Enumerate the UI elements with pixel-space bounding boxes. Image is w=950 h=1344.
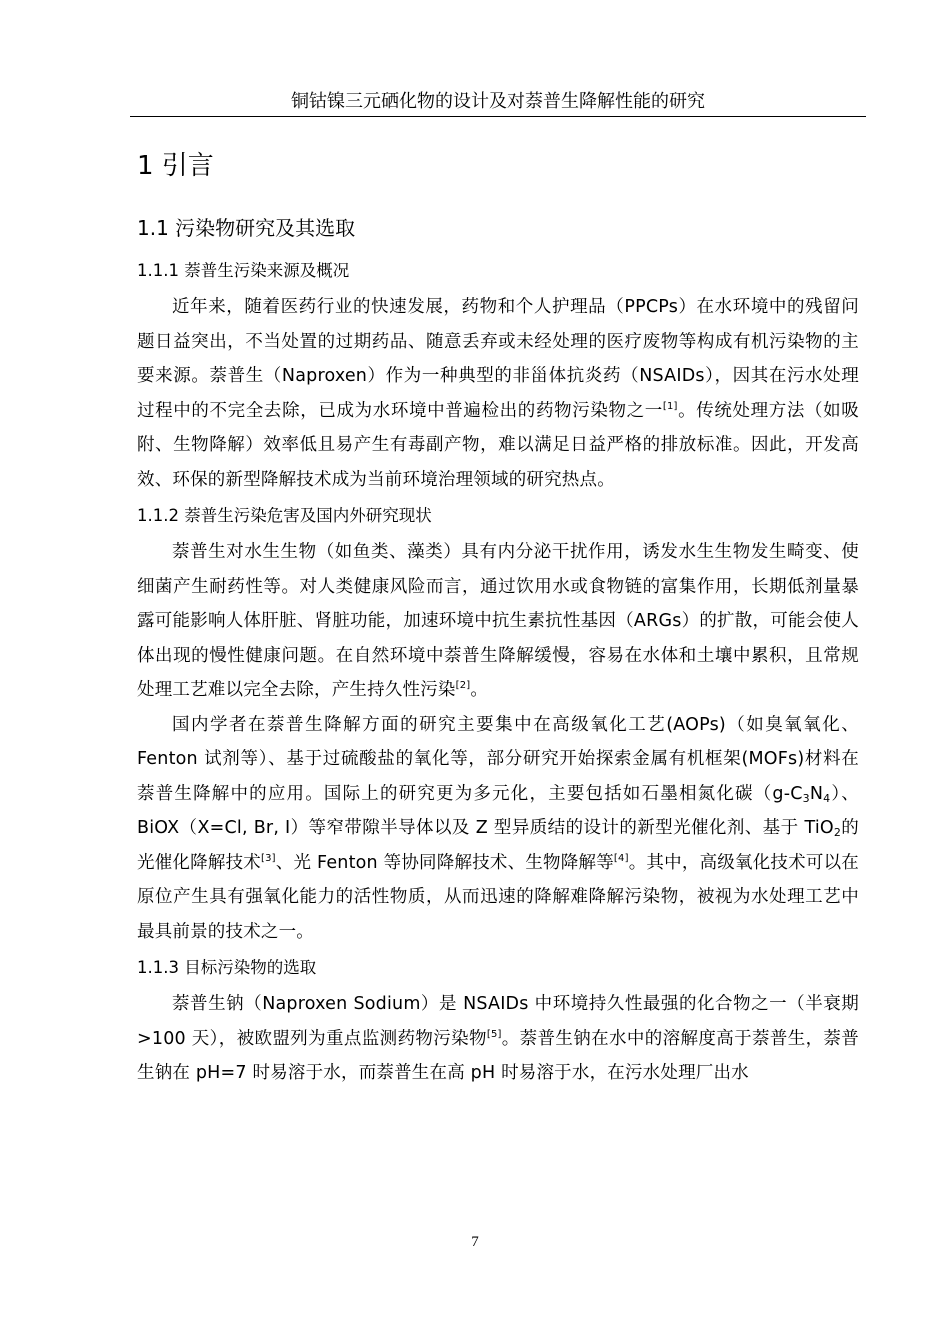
subscript: 2	[833, 826, 842, 839]
paragraph-text: 萘普生钠（Naproxen Sodium）是 NSAIDs 中环境持久性最强的化合物之一（半衰期>100 天），被欧盟列为重点监测药物污染物	[137, 994, 859, 1049]
paragraph-text: 。传统处理方法（如吸附、生物降解）效率低且易产生有毒副产物，难以满足日益严格的排放标准。因此，开发高效、环保的新型降解技术成为当前环境治理领域的研究热点。	[137, 400, 859, 490]
citation-ref: [2]	[455, 680, 471, 691]
paragraph-text: ）、BiOX（X=Cl, Br, I）等窄带隙半导体以及 Z 型异质结的设计的新型光催化剂、基于 TiO	[137, 783, 859, 838]
heading-section-1-1-1: 1.1.1 萘普生污染来源及概况	[137, 261, 350, 280]
paragraph-1-1-2-a	[137, 535, 859, 708]
paragraph-text: 近年来，随着医药行业的快速发展，药物和个人护理品（PPCPs）在水环境中的残留问题日益突出，不当处置的过期药品、随意丢弃或未经处理的医疗废物等构成有机污染物的主要来源。萘普生（Naproxen）作为一种典型的非甾体抗炎药（NSAIDs），因其在污水处理过程中的不完全去除，已成为水环境中普遍检出的药物污染物之一	[137, 297, 859, 421]
paragraph-text: 国内学者在萘普生降解方面的研究主要集中在高级氧化工艺(AOPs)（如臭氧氧化、Fenton 试剂等）、基于过硫酸盐的氧化等，部分研究开始探索金属有机框架(MOFs)材料在萘普生降解中的应用。国际上的研究更为多元化，主要包括如石墨相氮化碳（g-C	[137, 714, 859, 804]
paragraph-1-1-2-b	[137, 708, 859, 950]
page-content	[137, 140, 859, 1091]
heading-section-1-1-3: 1.1.3 目标污染物的选取	[137, 958, 317, 977]
subscript: 4	[823, 791, 831, 805]
paragraph-text: 的光催化降解技术	[137, 818, 859, 873]
paragraph-1-1-1	[137, 290, 859, 497]
paragraph-text: 。其中，高级氧化技术可以在原位产生具有强氧化能力的活性物质，从而迅速的降解难降解污染物，被视为水处理工艺中最具前景的技术之一。	[137, 852, 859, 942]
paragraph-text: N	[809, 783, 824, 804]
paragraph-text: 、光 Fenton 等协同降解技术、生物降解等	[275, 852, 614, 873]
paragraph-text: 。	[470, 680, 489, 700]
heading-section-1-1: 1.1 污染物研究及其选取	[137, 216, 356, 240]
citation-ref: [5]	[486, 1028, 502, 1040]
running-header: 铜钴镍三元硒化物的设计及对萘普生降解性能的研究	[291, 91, 705, 112]
heading-section-1: 1 引言	[137, 151, 214, 181]
header-rule	[130, 116, 866, 117]
subscript: 3	[802, 791, 810, 805]
citation-ref: [1]	[662, 400, 678, 412]
paragraph-text: 。萘普生钠在水中的溶解度高于萘普生，萘普生钠在 pH=7 时易溶于水，而萘普生在高 pH 时易溶于水，在污水处理厂出水	[137, 1028, 860, 1083]
citation-ref: [3]	[261, 852, 276, 864]
paragraph-1-1-3	[137, 987, 859, 1091]
paragraph-text: 萘普生对水生生物（如鱼类、藻类）具有内分泌干扰作用，诱发水生生物发生畸变、使细菌产生耐药性等。对人类健康风险而言，通过饮用水或食物链的富集作用，长期低剂量暴露可能影响人体肝脏、肾脏功能，加速环境中抗生素抗性基因（ARGs）的扩散，可能会使人体出现的慢性健康问题。在自然环境中萘普生降解缓慢，容易在水体和土壤中累积，且常规处理工艺难以完全去除，产生持久性污染	[137, 542, 859, 700]
heading-section-1-1-2: 1.1.2 萘普生污染危害及国内外研究现状	[137, 506, 432, 525]
citation-ref: [4]	[613, 852, 629, 864]
page-number: 7	[471, 1234, 479, 1250]
